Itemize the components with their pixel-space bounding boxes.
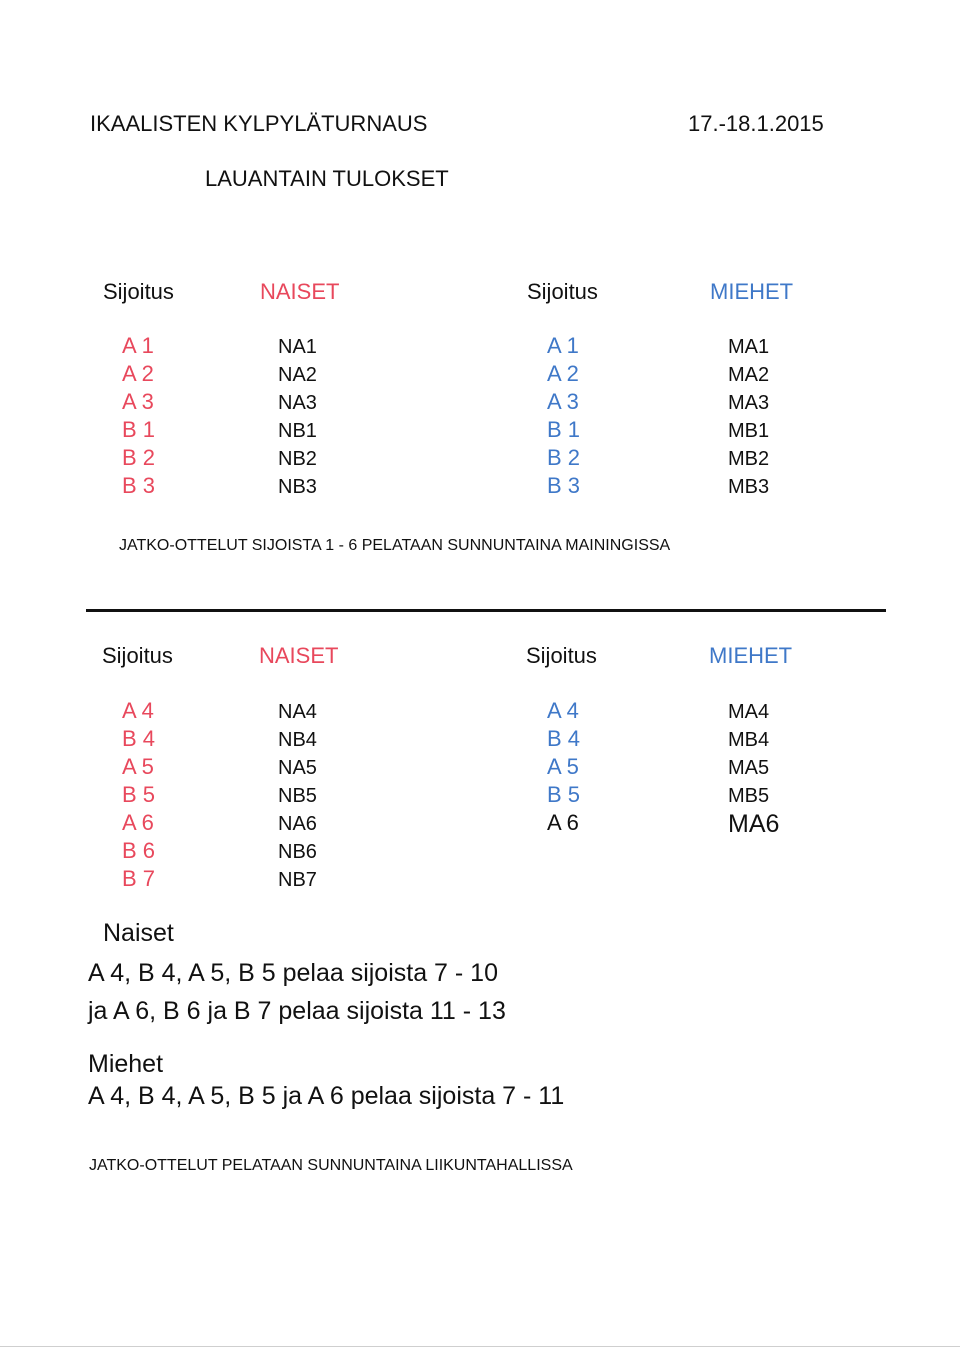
table2-men-code: MA6 [728, 810, 780, 838]
table2-women-code: NB6 [278, 841, 317, 863]
men-section-heading: Miehet [88, 1050, 164, 1078]
table2-men-code: MB5 [728, 785, 770, 807]
table1-women-place: A 2 [122, 361, 154, 386]
page-edge-line [0, 1346, 960, 1347]
table2-women-place: B 4 [122, 726, 156, 751]
table1-men-code: MA3 [728, 392, 770, 414]
table1-women-place: B 3 [122, 473, 156, 498]
table2-men-place: A 5 [547, 754, 579, 779]
men-section-line1: A 4, B 4, A 5, B 5 ja A 6 pelaa sijoista 7 - 11 [88, 1082, 565, 1110]
table2-men-place: A 4 [547, 698, 579, 723]
table2-men-places [547, 697, 580, 837]
table2-women-header: NAISET [259, 643, 339, 668]
table2-women-place: A 4 [122, 698, 154, 723]
document-title: IKAALISTEN KYLPYLÄTURNAUS [90, 111, 428, 136]
table1-men-code: MA1 [728, 336, 770, 358]
women-section-heading: Naiset [103, 919, 174, 947]
table1-women-code: NB1 [278, 420, 317, 442]
women-section-line2: ja A 6, B 6 ja B 7 pelaa sijoista 11 - 13 [88, 997, 506, 1025]
table2-women-place: B 7 [122, 866, 156, 891]
table2-women-place: A 6 [122, 810, 154, 835]
table2-women-code: NB7 [278, 869, 317, 891]
table1-men-place: A 2 [547, 361, 579, 386]
table2-women-code: NA4 [278, 701, 317, 723]
table1-men-place: A 3 [547, 389, 579, 414]
table1-women-header: NAISET [260, 279, 340, 304]
section-divider [86, 609, 886, 612]
table1-men-place: A 1 [547, 333, 579, 358]
table2-women-code: NA6 [278, 813, 317, 835]
table1-women-place: A 1 [122, 333, 154, 358]
table2-men-code: MA5 [728, 757, 770, 779]
table2-women-code: NB5 [278, 785, 317, 807]
table1-men-place: B 1 [547, 417, 581, 442]
table1-men-place: B 3 [547, 473, 581, 498]
table1-women-code: NA1 [278, 336, 317, 358]
document-subtitle: LAUANTAIN TULOKSET [205, 166, 449, 191]
table1-men-header: MIEHET [710, 279, 794, 304]
table1-women-place: A 3 [122, 389, 154, 414]
table1-men-code: MB3 [728, 476, 770, 498]
table2-women-place: A 5 [122, 754, 154, 779]
table1-men-code: MB1 [728, 420, 770, 442]
table2-men-place: B 4 [547, 726, 581, 751]
table2-women-place: B 6 [122, 838, 156, 863]
table1-men-codes [728, 333, 769, 501]
table2-men-place: B 5 [547, 782, 581, 807]
table1-women-code: NB2 [278, 448, 317, 470]
table2-men-codes [728, 698, 779, 838]
table2-women-code: NB4 [278, 729, 317, 751]
table1-women-placement-header: Sijoitus [103, 279, 174, 304]
table1-women-place: B 1 [122, 417, 156, 442]
table1-men-code: MB2 [728, 448, 770, 470]
table1-women-codes [278, 333, 317, 501]
table2-men-header: MIEHET [709, 643, 793, 668]
table1-women-code: NA3 [278, 392, 317, 414]
document-date: 17.-18.1.2015 [688, 111, 824, 136]
table2-women-placement-header: Sijoitus [102, 643, 173, 668]
table1-women-places [122, 332, 155, 500]
continuation-note-sunday-liikuntahallissa: JATKO-OTTELUT PELATAAN SUNNUNTAINA LIIKUNTAHALLISSA [89, 1157, 573, 1174]
table2-men-code: MB4 [728, 729, 770, 751]
table1-men-placement-header: Sijoitus [527, 279, 598, 304]
table2-women-codes [278, 698, 317, 894]
women-section-line1: A 4, B 4, A 5, B 5 pelaa sijoista 7 - 10 [88, 959, 498, 987]
table1-men-places [547, 332, 580, 500]
table2-women-places [122, 697, 155, 893]
table2-men-placement-header: Sijoitus [526, 643, 597, 668]
table2-women-place: B 5 [122, 782, 156, 807]
table1-women-place: B 2 [122, 445, 156, 470]
table1-women-code: NB3 [278, 476, 317, 498]
table2-women-code: NA5 [278, 757, 317, 779]
table2-men-place: A 6 [547, 810, 579, 835]
table1-women-code: NA2 [278, 364, 317, 386]
table1-men-code: MA2 [728, 364, 770, 386]
table2-men-code: MA4 [728, 701, 770, 723]
continuation-note-sunday-mainingissa: JATKO-OTTELUT SIJOISTA 1 - 6 PELATAAN SUNNUNTAINA MAININGISSA [119, 537, 671, 554]
table1-men-place: B 2 [547, 445, 581, 470]
